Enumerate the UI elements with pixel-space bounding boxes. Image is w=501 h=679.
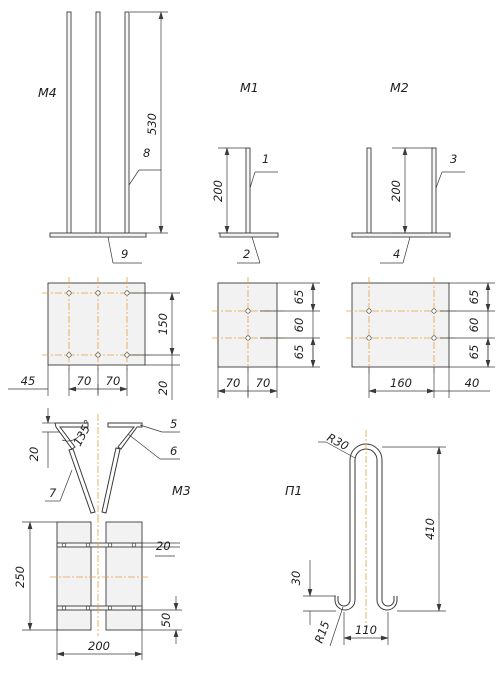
m2-right-dim: 40 xyxy=(464,376,480,390)
m3-width-dim: 200 xyxy=(88,639,110,653)
part-2-label: 2 xyxy=(243,247,251,261)
m3-offset-dim: 20 xyxy=(27,446,41,462)
m2-plan xyxy=(346,277,495,398)
m2-top-dim: 65 xyxy=(467,289,481,305)
part-8-label: 8 xyxy=(143,146,151,160)
part-9-label: 9 xyxy=(121,247,129,261)
m4-plate-bottom-dim: 20 xyxy=(156,380,170,396)
m3-section xyxy=(27,408,191,520)
m3-angle-dim: 135° xyxy=(70,417,96,449)
p1-radius-top-dim: R30 xyxy=(324,430,352,454)
m4-plate-height-dim: 150 xyxy=(156,313,170,335)
part-1-label: 1 xyxy=(262,152,270,166)
m1-height-dim: 200 xyxy=(211,180,225,202)
m4-spacing-1-dim: 70 xyxy=(76,374,92,388)
m2-elevation xyxy=(352,80,465,263)
m3-bar-gap-dim: 20 xyxy=(156,539,171,553)
m1-label: M1 xyxy=(240,80,259,95)
m4-spacing-2-dim: 70 xyxy=(105,374,121,388)
part-5-label: 5 xyxy=(170,417,178,431)
m1-width-1-dim: 70 xyxy=(225,376,241,390)
m3-height-dim: 250 xyxy=(13,566,27,588)
m2-width-dim: 160 xyxy=(390,376,412,390)
m1-top-dim: 65 xyxy=(292,289,306,305)
m4-label: M4 xyxy=(38,85,57,100)
p1-height-dim: 410 xyxy=(423,518,437,540)
m4-elevation xyxy=(38,12,168,263)
part-3-label: 3 xyxy=(450,152,458,166)
p1-hook-dim: 30 xyxy=(289,570,303,586)
p1-radius-bottom-dim: R15 xyxy=(311,618,333,646)
m2-label: M2 xyxy=(390,80,409,95)
m4-plan xyxy=(8,277,180,400)
m1-bot-dim: 65 xyxy=(292,344,306,360)
m1-width-2-dim: 70 xyxy=(255,376,271,390)
part-4-label: 4 xyxy=(393,247,401,261)
p1-loop xyxy=(285,430,446,646)
m2-mid-dim: 60 xyxy=(467,317,481,333)
p1-label: П1 xyxy=(285,483,303,498)
part-6-label: 6 xyxy=(170,444,178,458)
m4-height-dim: 530 xyxy=(145,113,159,135)
m3-label: M3 xyxy=(172,483,191,498)
m2-height-dim: 200 xyxy=(389,180,403,202)
p1-width-dim: 110 xyxy=(355,623,377,637)
m1-plan xyxy=(212,277,320,398)
m4-left-dim: 45 xyxy=(20,374,36,388)
m3-bar-bottom-dim: 50 xyxy=(159,612,173,628)
part-7-label: 7 xyxy=(49,486,57,500)
m3-plan xyxy=(13,516,182,660)
m2-bot-dim: 65 xyxy=(467,344,481,360)
m1-mid-dim: 60 xyxy=(292,317,306,333)
m1-elevation xyxy=(211,80,278,263)
